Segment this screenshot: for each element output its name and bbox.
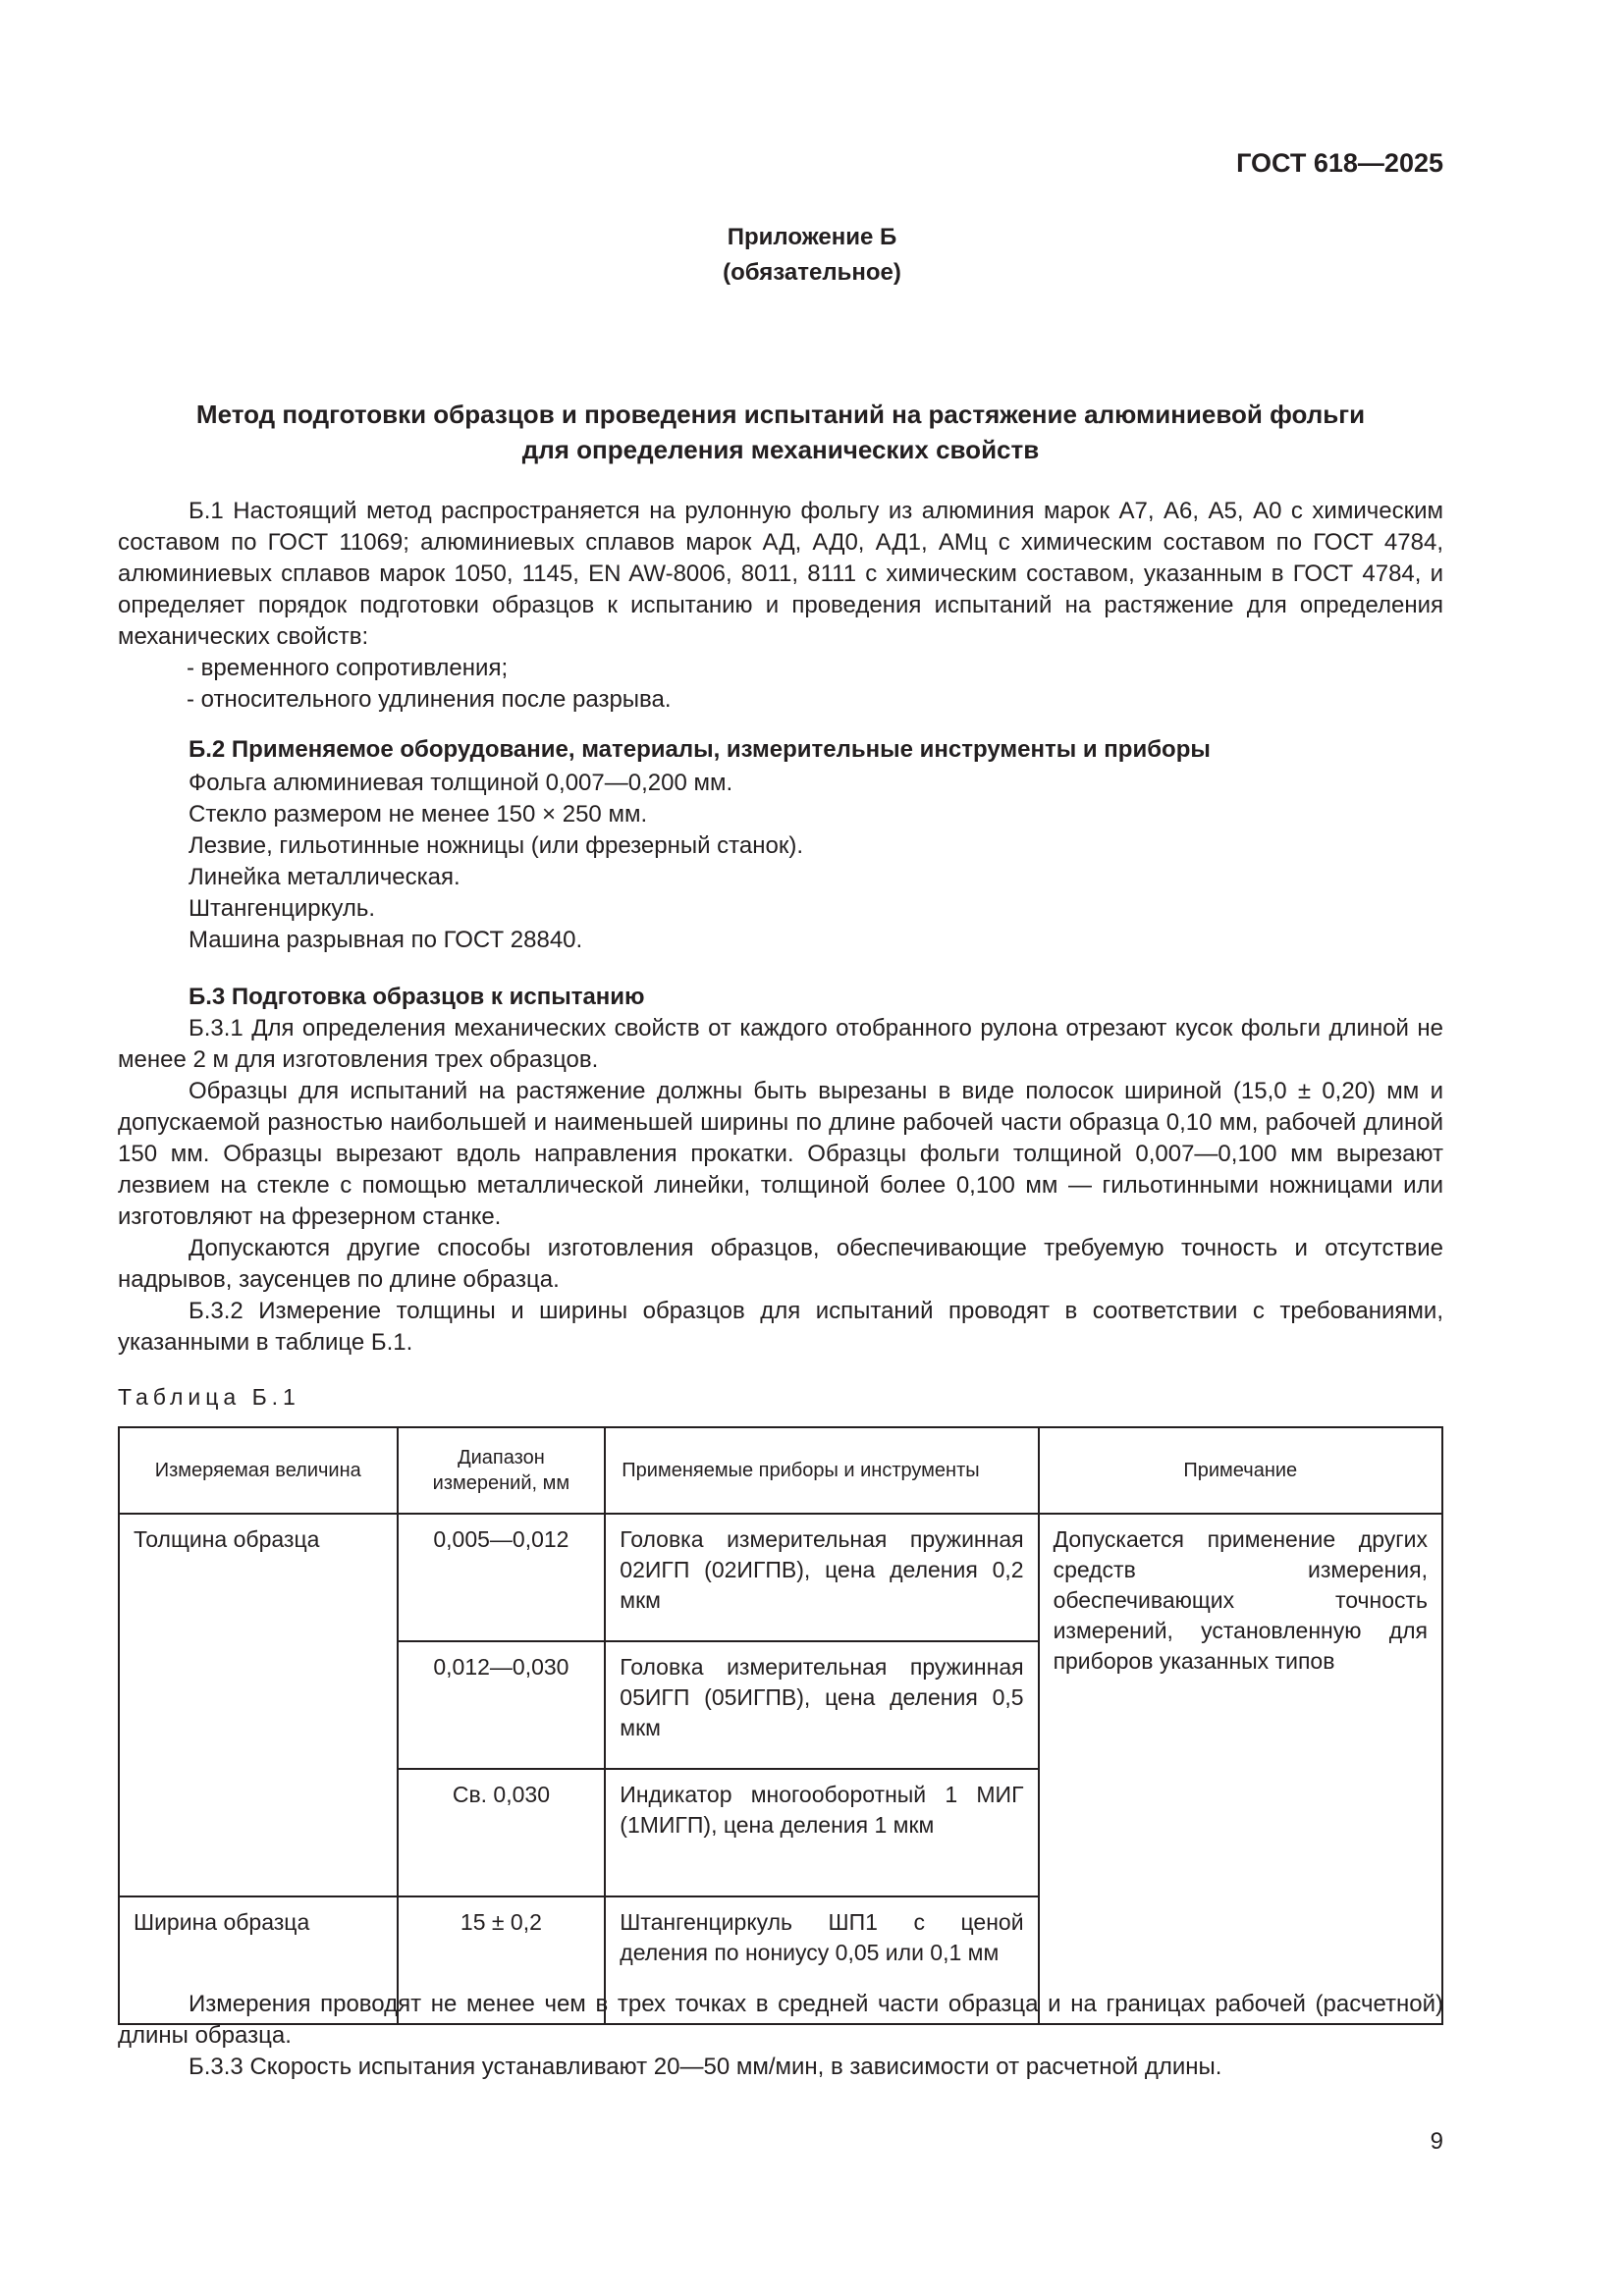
appendix-title: Приложение Б bbox=[727, 224, 897, 250]
equipment-item: Штангенциркуль. bbox=[189, 895, 376, 922]
equipment-item: Лезвие, гильотинные ножницы (или фрезерный станок). bbox=[189, 832, 804, 859]
clause-b2 bbox=[118, 734, 1443, 956]
clause-b3-paragraph: Б.3.2 Измерение толщины и ширины образцов для испытаний проводят в соответствии с требованиями, указанными в таблице Б.1. bbox=[118, 1298, 1443, 1356]
table-row bbox=[119, 1514, 1442, 1641]
cell-note: Допускается применение других средств измерения, обеспечивающих точность измерений, установленную для приборов указанных типов bbox=[1039, 1514, 1442, 2024]
clause-b3-paragraph: Образцы для испытаний на растяжение должны быть вырезаны в виде полосок шириной (15,0 ± 0,20) мм и допускаемой разностью наибольшей и наименьшей ширины по длине рабочей части образца 0,10 мм, рабочей длиной 150 мм. Образцы вырезают вдоль направления прокатки. Образцы фольги толщиной 0,007—0,100 мм вырезают лезвием на стекле с помощью металлической линейки, толщиной более 0,100 мм — гильотинными ножницами или изготовляют на фрезерном станке. bbox=[118, 1078, 1443, 1230]
clause-b3-paragraph: Б.3.1 Для определения механических свойств от каждого отобранного рулона отрезают кусок фольги длиной не менее 2 м для изготовления трех образцов. bbox=[118, 1015, 1443, 1073]
cell-instrument: Головка измерительная пружинная 05ИГП (05ИГПВ), цена деления 0,5 мкм bbox=[605, 1641, 1038, 1769]
equipment-item: Линейка металлическая. bbox=[189, 864, 460, 890]
clause-b3 bbox=[118, 982, 1443, 1359]
cell-quantity: Ширина образца bbox=[119, 1896, 398, 2024]
column-header: Диапазон измерений, мм bbox=[398, 1427, 606, 1514]
clause-b2-heading: Б.2 Применяемое оборудование, материалы, измерительные инструменты и приборы bbox=[189, 736, 1211, 763]
clause-b1 bbox=[118, 496, 1443, 716]
clause-b1-text: Б.1 Настоящий метод распространяется на рулонную фольгу из алюминия марок А7, А6, А5, А0 с химическим составом по ГОСТ 11069; алюминиевых сплавов марок АД, АД0, АД1, АМц с химическим составом по ГОСТ 4784, алюминиевых сплавов марок 1050, 1145, EN AW-8006, 8011, 8111 с химическим составом, указанным в ГОСТ 4784, и определяет порядок подготовки образцов к испытанию и проведения испытаний на растяжение для определения механических свойств: bbox=[118, 498, 1443, 650]
cell-range: 0,005—0,012 bbox=[398, 1514, 606, 1641]
cell-instrument: Индикатор многооборотный 1 МИГ (1МИГП), цена деления 1 мкм bbox=[605, 1769, 1038, 1896]
post-table-text bbox=[118, 1989, 1443, 2083]
column-header: Примечание bbox=[1039, 1427, 1442, 1514]
cell-instrument: Штангенциркуль ШП1 с ценой деления по нониусу 0,05 или 0,1 мм bbox=[605, 1896, 1038, 2024]
cell-quantity: Толщина образца bbox=[119, 1514, 398, 1896]
measurement-table bbox=[118, 1426, 1443, 2025]
column-header: Измеряемая величина bbox=[119, 1427, 398, 1514]
post-table-paragraph: Измерения проводят не менее чем в трех точках в средней части образца и на границах рабочей (расчетной) длины образца. bbox=[118, 1991, 1443, 2049]
list-item: - относительного удлинения после разрыва. bbox=[187, 686, 672, 713]
page-number: 9 bbox=[1430, 2128, 1443, 2155]
column-header: Применяемые приборы и инструменты bbox=[605, 1427, 1038, 1514]
equipment-item: Стекло размером не менее 150 × 250 мм. bbox=[189, 801, 648, 828]
document-id: ГОСТ 618—2025 bbox=[1236, 148, 1443, 178]
section-title-line-2: для определения механических свойств bbox=[521, 435, 1040, 464]
equipment-item: Фольга алюминиевая толщиной 0,007—0,200 мм. bbox=[189, 770, 733, 796]
clause-b3-paragraph: Допускаются другие способы изготовления образцов, обеспечивающие требуемую точность и отсутствие надрывов, заусенцев по длине образца. bbox=[118, 1235, 1443, 1293]
cell-instrument: Головка измерительная пружинная 02ИГП (02ИГПВ), цена деления 0,2 мкм bbox=[605, 1514, 1038, 1641]
cell-range: Св. 0,030 bbox=[398, 1769, 606, 1896]
section-title bbox=[118, 397, 1443, 467]
clause-b3-heading: Б.3 Подготовка образцов к испытанию bbox=[189, 984, 645, 1010]
table-header-row bbox=[119, 1427, 1442, 1514]
post-table-paragraph: Б.3.3 Скорость испытания устанавливают 20—50 мм/мин, в зависимости от расчетной длины. bbox=[189, 2054, 1222, 2080]
list-item: - временного сопротивления; bbox=[187, 655, 509, 681]
cell-range: 0,012—0,030 bbox=[398, 1641, 606, 1769]
section-title-line-1: Метод подготовки образцов и проведения испытаний на растяжение алюминиевой фольги bbox=[195, 400, 1366, 429]
table-caption: Таблица Б.1 bbox=[118, 1384, 300, 1410]
equipment-item: Машина разрывная по ГОСТ 28840. bbox=[189, 927, 583, 953]
cell-range: 15 ± 0,2 bbox=[398, 1896, 606, 2024]
appendix-status: (обязательное) bbox=[723, 259, 901, 286]
